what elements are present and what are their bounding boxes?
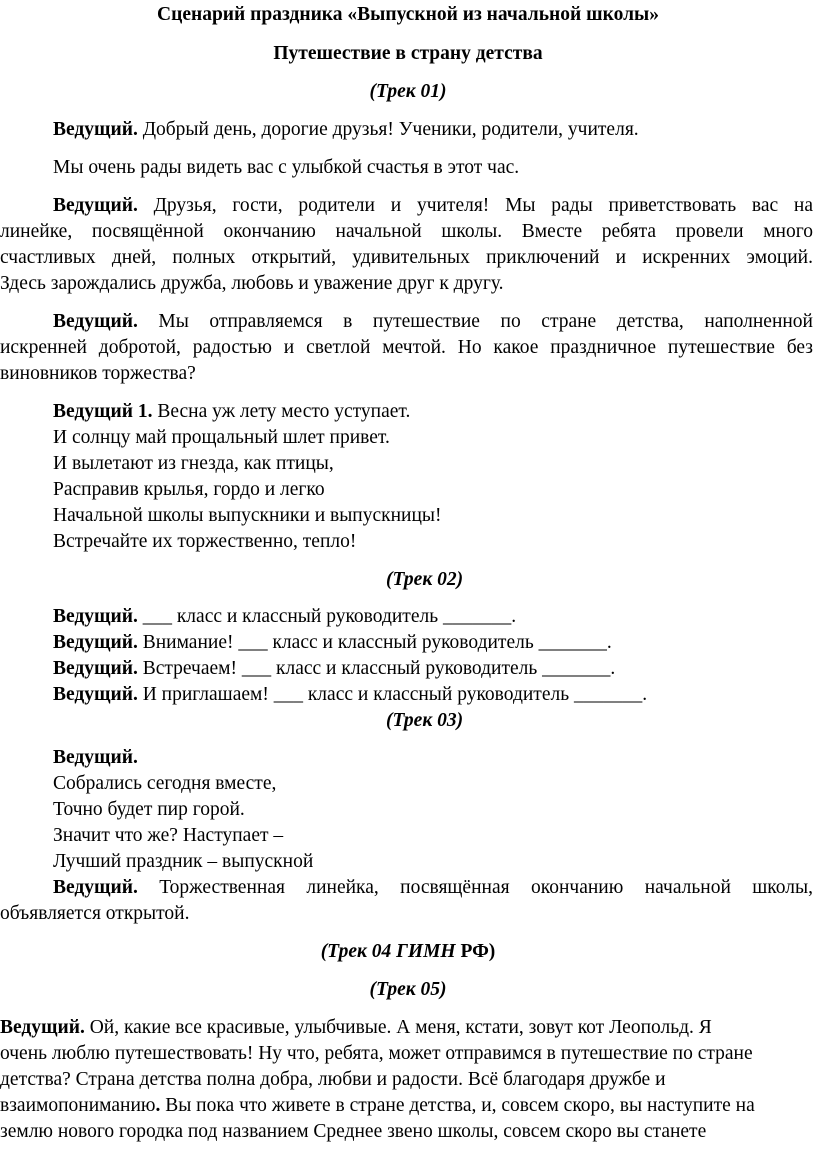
call-line-3 xyxy=(53,655,615,683)
poem-1-line-4: Расправив крылья, гордо и легко xyxy=(53,479,325,500)
paragraph-6-line-2: очень люблю путешествовать! Ну что, ребята, может отправимся в путешествие по стране xyxy=(0,1043,753,1064)
call-text: Встречаем! ___ класс и классный руководитель _______. xyxy=(137,658,616,679)
speaker-label: Ведущий. xyxy=(0,1017,85,1038)
paragraph-3-line-1 xyxy=(53,192,813,220)
poem-text: Весна уж лету место уступает. xyxy=(152,401,411,422)
poem-1-line-2: И солнцу май прощальный шлет привет. xyxy=(53,427,390,448)
poem-1-line-1 xyxy=(53,398,410,426)
poem-2-line-4: Лучший праздник – выпускной xyxy=(53,851,314,872)
paragraph-text: Добрый день, дорогие друзья! Ученики, родители, учителя. xyxy=(137,119,639,140)
paragraph-4-line-3: виновников торжества? xyxy=(0,363,196,384)
track-04-rest: РФ) xyxy=(455,941,496,962)
speaker-label: Ведущий. xyxy=(53,119,138,140)
speaker-label: Ведущий. xyxy=(53,658,138,679)
call-text: ___ класс и классный руководитель _______. xyxy=(137,606,517,627)
paragraph-text: Друзья, гости, родители и учителя! Мы рады приветствовать вас на xyxy=(137,195,813,216)
track-label-04 xyxy=(0,938,816,966)
speaker-label: Ведущий. xyxy=(53,311,138,332)
speaker-1-label: Ведущий 1. xyxy=(53,401,153,422)
paragraph-5-line-1 xyxy=(53,874,813,902)
track-04-italic: (Трек 04 ГИМН xyxy=(320,941,456,962)
track-label-03: (Трек 03) xyxy=(386,710,464,731)
speaker-label: Ведущий. xyxy=(53,632,138,653)
document-title: Сценарий праздника «Выпускной из начальной школы» xyxy=(157,4,659,25)
speaker-label: Ведущий. xyxy=(53,747,138,768)
speaker-label: Ведущий. xyxy=(53,877,138,898)
poem-1-line-5: Начальной школы выпускники и выпускницы! xyxy=(53,505,442,526)
paragraph-text: Мы отправляемся в путешествие по стране детства, наполненной xyxy=(137,311,813,332)
call-line-1 xyxy=(53,603,516,631)
paragraph-6-line-4: взаимопониманию. Вы пока что живете в стране детства, и, совсем скоро, вы наступите на xyxy=(0,1095,755,1116)
paragraph-6-line-1 xyxy=(0,1014,712,1042)
paragraph-5-line-2: объявляется открытой. xyxy=(0,903,190,924)
poem-2-line-1: Собрались сегодня вместе, xyxy=(53,773,277,794)
call-line-2 xyxy=(53,629,612,657)
paragraph-6-line-3: детства? Страна детства полна добра, любви и радости. Всё благодаря дружбе и xyxy=(0,1069,666,1090)
paragraph-3-line-3: счастливых дней, полных открытий, удивительных приключений и искренних эмоций. xyxy=(0,247,813,268)
speaker-label: Ведущий. xyxy=(53,606,138,627)
poem-2-line-3: Значит что же? Наступает – xyxy=(53,825,284,846)
paragraph-text: взаимопониманию xyxy=(0,1095,156,1116)
document-subtitle: Путешествие в страну детства xyxy=(273,43,543,64)
paragraph-text: Торжественная линейка, посвящённая окончанию начальной школы, xyxy=(137,877,813,898)
paragraph-3-line-4: Здесь зарождались дружба, любовь и уважение друг к другу. xyxy=(0,273,504,294)
poem-1-line-3: И вылетают из гнезда, как птицы, xyxy=(53,453,334,474)
paragraph-text: Ой, какие все красивые, улыбчивые. А меня, кстати, зовут кот Леопольд. Я xyxy=(84,1017,712,1038)
poem-1-line-6: Встречайте их торжественно, тепло! xyxy=(53,531,357,552)
paragraph-4-line-2: искренней добротой, радостью и светлой мечтой. Но какое праздничное путешествие без xyxy=(0,337,813,358)
track-label-02: (Трек 02) xyxy=(386,569,464,590)
paragraph-3-line-2: линейке, посвящённой окончанию начальной школы. Вместе ребята провели много xyxy=(0,221,813,242)
speaker-label: Ведущий. xyxy=(53,684,138,705)
track-label-05: (Трек 05) xyxy=(369,979,447,1000)
paragraph-6-line-5: землю нового городка под названием Среднее звено школы, совсем скоро вы станете xyxy=(0,1121,707,1142)
track-label-01: (Трек 01) xyxy=(369,81,447,102)
call-line-4 xyxy=(53,681,647,709)
paragraph-text: Вы пока что живете в стране детства, и, совсем скоро, вы наступите на xyxy=(160,1095,755,1116)
call-text: И приглашаем! ___ класс и классный руководитель _______. xyxy=(137,684,648,705)
paragraph-1 xyxy=(53,116,639,144)
poem-2-line-2: Точно будет пир горой. xyxy=(53,799,245,820)
speaker-label: Ведущий. xyxy=(53,195,138,216)
paragraph-2: Мы очень рады видеть вас с улыбкой счастья в этот час. xyxy=(53,157,520,178)
call-text: Внимание! ___ класс и классный руководитель _______. xyxy=(137,632,612,653)
paragraph-4-line-1 xyxy=(53,308,813,336)
